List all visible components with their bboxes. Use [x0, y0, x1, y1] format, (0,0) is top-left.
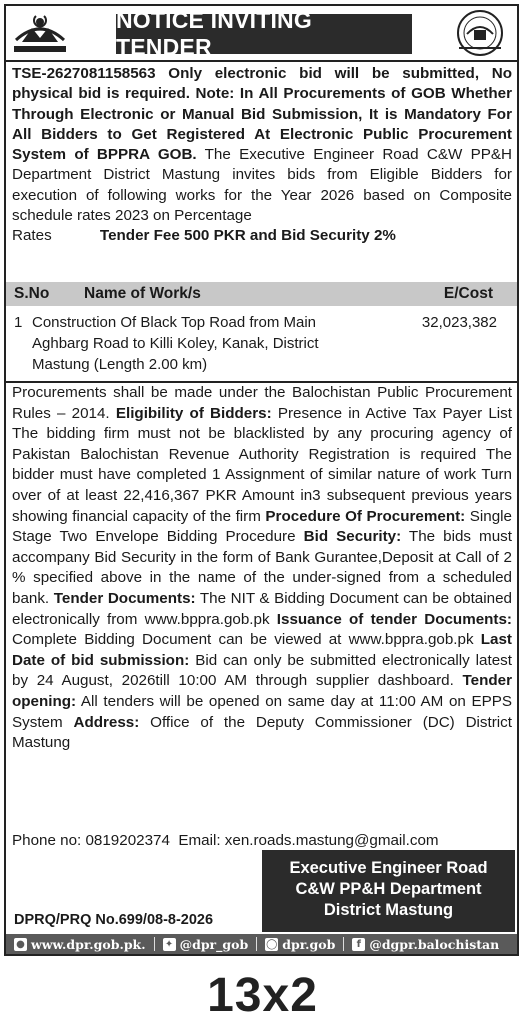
eligibility-text: Presence in Active Tax Payer List The bidding firm must not be blacklisted by any procuring agency of Pakistan Balochistan Revenue Authority Registration is required The bidder must have completed 1 Assignment of similar nature of work Turn over of at least 22,416,367 PKR Amount in3 subsequent previous years showing financial capacity of the firm [12, 404, 512, 525]
signature-block [262, 850, 515, 932]
col-cost: E/Cost [443, 285, 493, 302]
address-label: Address: [73, 713, 140, 731]
instagram-icon: ◯ [266, 938, 278, 950]
last-date-text: Bid can only be submitted electronically latest by 24 August, 2026till 10:00 AM through supplier dashboard. [12, 651, 512, 690]
intro-bold-lead: TSE-2627081158563 Only electronic bid will be submitted, No physical bid is required. Note: In All Procurements of GOB Whether Through Electronic or Manual Bid Submission, It is Mandatory For All Bidders to Get Registered At Electronic Public Procurement System of BPPRA GOB. [12, 65, 512, 164]
tender-documents-text: The NIT & Bidding Document can be obtained electronically from www.bppra.gob.pk [12, 589, 512, 628]
bid-security-text: The bids must accompany Bid Security in the form of Bank Gurantee,Deposit at Call of 2 % specified above in the name of the under-signed from a scheduled bank. [12, 528, 512, 607]
twitter-text: @dpr_gob [179, 936, 249, 952]
separator [343, 937, 344, 951]
issuance-label: Issuance of tender Documents: [276, 610, 512, 628]
rates-word: Rates [12, 227, 52, 245]
separator [256, 937, 257, 951]
ad-size-label: 13x2 [207, 969, 318, 1022]
tender-details [12, 383, 512, 754]
notice-frame [4, 4, 519, 956]
last-date-label: Last Date of bid submission: [12, 631, 512, 669]
contact-line: Phone no: 0819202374 Email: xen.roads.mastung@gmail.com [12, 832, 439, 849]
social-instagram[interactable] [265, 937, 335, 952]
table-header [6, 282, 517, 306]
facebook-text: @dgpr.balochistan [369, 936, 500, 952]
social-website[interactable] [14, 937, 146, 952]
row-sno: 1 [14, 314, 23, 331]
separator [154, 937, 155, 951]
tender-opening-label: Tender opening: [12, 672, 512, 710]
col-sno: S.No [14, 285, 50, 302]
procedure-label: Procedure Of Procurement: [265, 507, 466, 525]
intro-paragraph [12, 64, 512, 247]
social-twitter[interactable] [163, 937, 249, 952]
facebook-icon: f [352, 938, 365, 951]
eligibility-label: Eligibility of Bidders: [115, 404, 272, 422]
dpr-seal-icon [449, 8, 511, 58]
col-name: Name of Work/s [84, 285, 201, 302]
tender-documents-label: Tender Documents: [53, 589, 196, 607]
website-text: www.dpr.gob.pk. [31, 936, 146, 952]
header [6, 6, 517, 60]
address-text: Office of the Deputy Commissioner (DC) District Mastung [12, 713, 512, 752]
bid-security-label: Bid Security: [303, 528, 402, 546]
twitter-icon: ✦ [163, 938, 176, 951]
signature-line-2: C&W PP&H Department [295, 880, 482, 898]
divider [6, 60, 517, 62]
table-row [6, 308, 517, 382]
fee-text: Tender Fee 500 PKR and Bid Security 2% [99, 227, 396, 245]
tender-opening-text: All tenders will be opened on same day at 11:00 AM on EPPS System [12, 692, 512, 731]
row-cost: 32,023,382 [421, 314, 497, 331]
procedure-text: Single Stage Two Envelope Bidding Procedure [12, 507, 512, 546]
balochistan-emblem-icon [10, 10, 70, 56]
procurement-rules-text: Procurements shall be made under the Balochistan Public Procurement Rules – 2014. [12, 384, 512, 422]
social-bar [6, 934, 517, 954]
row-work-name: Construction Of Black Top Road from Main Aghbarg Road to Killi Koley, Kanak, District Mastung (Length 2.00 km) [32, 314, 319, 373]
page-title: NOTICE INVITING TENDER [116, 14, 412, 54]
signature-line-1: Executive Engineer Road [289, 859, 488, 877]
issuance-text: Complete Bidding Document can be viewed at www.bppra.gob.pk [12, 631, 474, 649]
intro-text: The Executive Engineer Road C&W PP&H Department District Mastung invites bids from Eligible Bidders for execution of following works for the Year 2026 based on Composite schedule rates 2023 on Percentage [12, 146, 512, 225]
social-facebook[interactable] [352, 937, 499, 952]
dprq-number: DPRQ/PRQ No.699/08-8-2026 [14, 912, 214, 928]
signature-line-3: District Mastung [323, 901, 454, 919]
globe-icon: ● [14, 938, 27, 951]
instagram-text: dpr.gob [282, 936, 336, 952]
